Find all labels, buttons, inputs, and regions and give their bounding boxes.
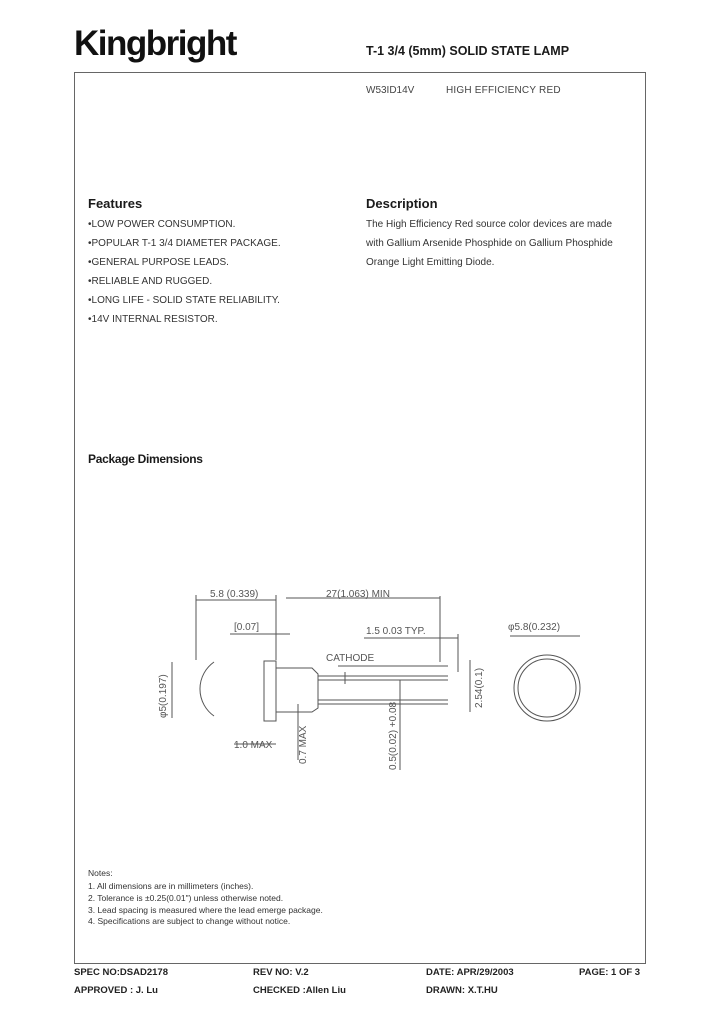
feature-item: •RELIABLE AND RUGGED.: [88, 276, 213, 287]
spec-number: SPEC NO:DSAD2178: [74, 967, 168, 978]
package-dimensions-heading: Package Dimensions: [88, 452, 203, 466]
dimension-body-diameter: φ5(0.197): [158, 674, 169, 718]
lens-inner-circle: [518, 659, 576, 717]
document-date: DATE: APR/29/2003: [426, 967, 514, 978]
feature-item: •LOW POWER CONSUMPTION.: [88, 219, 236, 230]
dimension-flange-thickness: [0.07]: [234, 622, 260, 633]
part-number: W53ID14V: [366, 85, 415, 96]
dimension-flange-width: 5.8 (0.339): [210, 589, 259, 600]
dimension-lead-length: 27(1.063) MIN: [326, 589, 390, 600]
lens-end-arc: [200, 662, 214, 716]
dimension-lead-offset: 1.5 0.03 TYP.: [366, 626, 426, 637]
flange-outline: [264, 661, 276, 721]
drawn-by: DRAWN: X.T.HU: [426, 985, 498, 996]
description-line: with Gallium Arsenide Phosphide on Gallium Phosphide: [366, 238, 613, 249]
kingbright-logo: Kingbright: [74, 24, 236, 63]
feature-item: •GENERAL PURPOSE LEADS.: [88, 257, 229, 268]
dimension-lens-diameter: φ5.8(0.232): [508, 622, 561, 633]
part-description: HIGH EFFICIENCY RED: [446, 85, 561, 96]
document-title: T-1 3/4 (5mm) SOLID STATE LAMP: [366, 44, 570, 58]
approved-by: APPROVED : J. Lu: [74, 985, 158, 996]
note-item: 2. Tolerance is ±0.25(0.01") unless otherwise noted.: [88, 893, 284, 903]
checked-by: CHECKED :Allen Liu: [253, 985, 346, 996]
description-line: The High Efficiency Red source color devices are made: [366, 219, 613, 230]
feature-item: •POPULAR T-1 3/4 DIAMETER PACKAGE.: [88, 238, 281, 249]
dimension-lead-spacing: 2.54(0.1): [474, 667, 485, 708]
feature-item: •LONG LIFE - SOLID STATE RELIABILITY.: [88, 295, 280, 306]
dimension-flange-max: 1.0 MAX: [234, 740, 273, 751]
lens-circle: [514, 655, 580, 721]
description-line: Orange Light Emitting Diode.: [366, 257, 495, 268]
note-item: 3. Lead spacing is measured where the lead emerge package.: [88, 905, 323, 915]
features-heading: Features: [88, 196, 143, 211]
note-item: 4. Specifications are subject to change without notice.: [88, 916, 291, 926]
dimension-max: 0.7 MAX: [298, 725, 309, 764]
description-heading: Description: [366, 196, 438, 211]
note-item: 1. All dimensions are in millimeters (inches).: [88, 881, 254, 891]
feature-item: •14V INTERNAL RESISTOR.: [88, 314, 218, 325]
notes-heading: Notes:: [88, 868, 113, 878]
revision-number: REV NO: V.2: [253, 967, 309, 978]
cathode-label: CATHODE: [326, 653, 375, 664]
dimension-lead-square: 0.5(0.02) +0.08: [388, 701, 399, 770]
body-outline: [276, 668, 318, 712]
page-number: PAGE: 1 OF 3: [579, 967, 641, 978]
